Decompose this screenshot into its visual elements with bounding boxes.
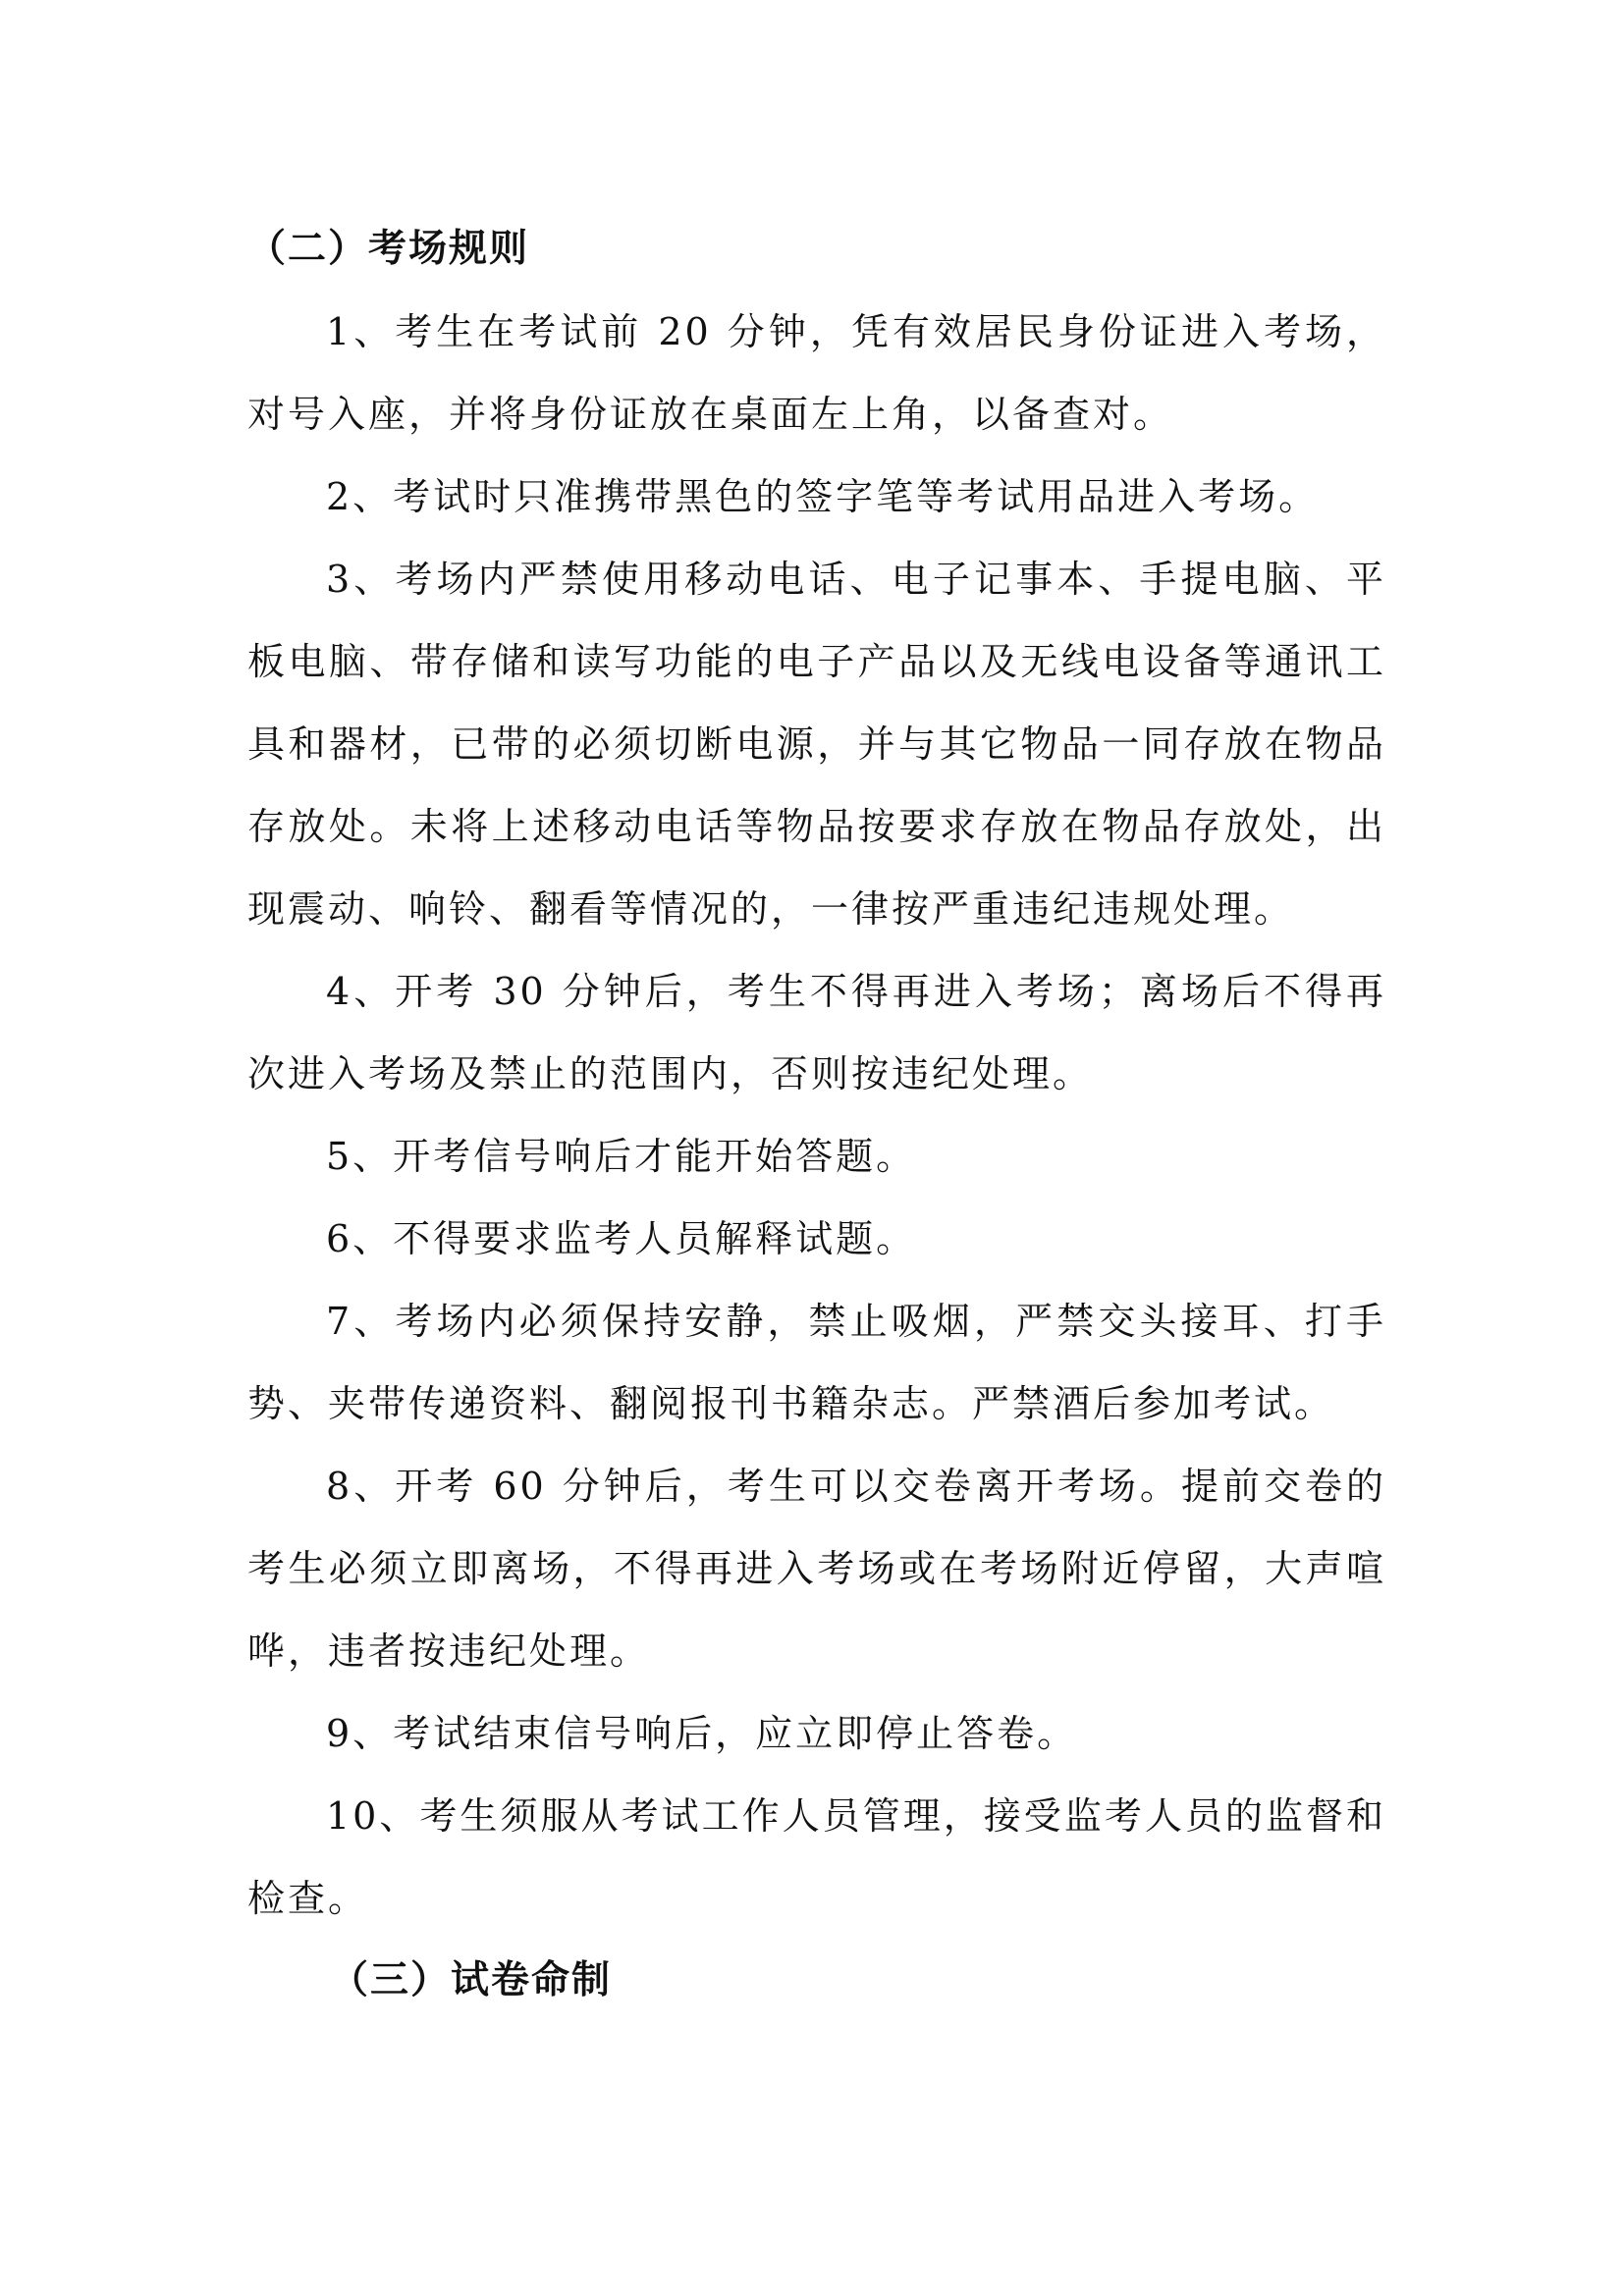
rule-item-10: 10、考生须服从考试工作人员管理，接受监考人员的监督和检查。 — [247, 1794, 1386, 1920]
rule-item-1: 1、考生在考试前 20 分钟，凭有效居民身份证进入考场，对号入座，并将身份证放在桌面左上角，以备查对。 — [247, 310, 1386, 436]
rule-item-4: 4、开考 30 分钟后，考生不得再进入考场；离场后不得再次进入考场及禁止的范围内，否则按违纪处理。 — [247, 970, 1386, 1095]
rule-item-6: 6、不得要求监考人员解释试题。 — [326, 1217, 917, 1260]
rule-item-9: 9、考试结束信号响后，应立即停止答卷。 — [326, 1712, 1078, 1755]
section-heading-paper-setting: （三）试卷命制 — [330, 1958, 613, 2002]
rule-item-3: 3、考场内严禁使用移动电话、电子记事本、手提电脑、平板电脑、带存储和读写功能的电子产品以及无线电设备等通讯工具和器材，已带的必须切断电源，并与其它物品一同存放在物品存放处。未将上述移动电话等物品按要求存放在物品存放处，出现震动、响铃、翻看等情况的，一律按严重违纪违规处理。 — [247, 558, 1386, 931]
rule-item-2: 2、考试时只准携带黑色的签字笔等考试用品进入考场。 — [326, 475, 1320, 518]
rule-item-5: 5、开考信号响后才能开始答题。 — [326, 1135, 917, 1178]
rule-item-8: 8、开考 60 分钟后，考生可以交卷离开考场。提前交卷的考生必须立即离场，不得再进入考场或在考场附近停留，大声喧哗，违者按违纪处理。 — [247, 1465, 1386, 1673]
section-heading-exam-rules: （二）考场规则 — [247, 227, 530, 271]
document-body — [247, 208, 1386, 2022]
rule-item-7: 7、考场内必须保持安静，禁止吸烟，严禁交头接耳、打手势、夹带传递资料、翻阅报刊书籍杂志。严禁酒后参加考试。 — [247, 1300, 1386, 1425]
